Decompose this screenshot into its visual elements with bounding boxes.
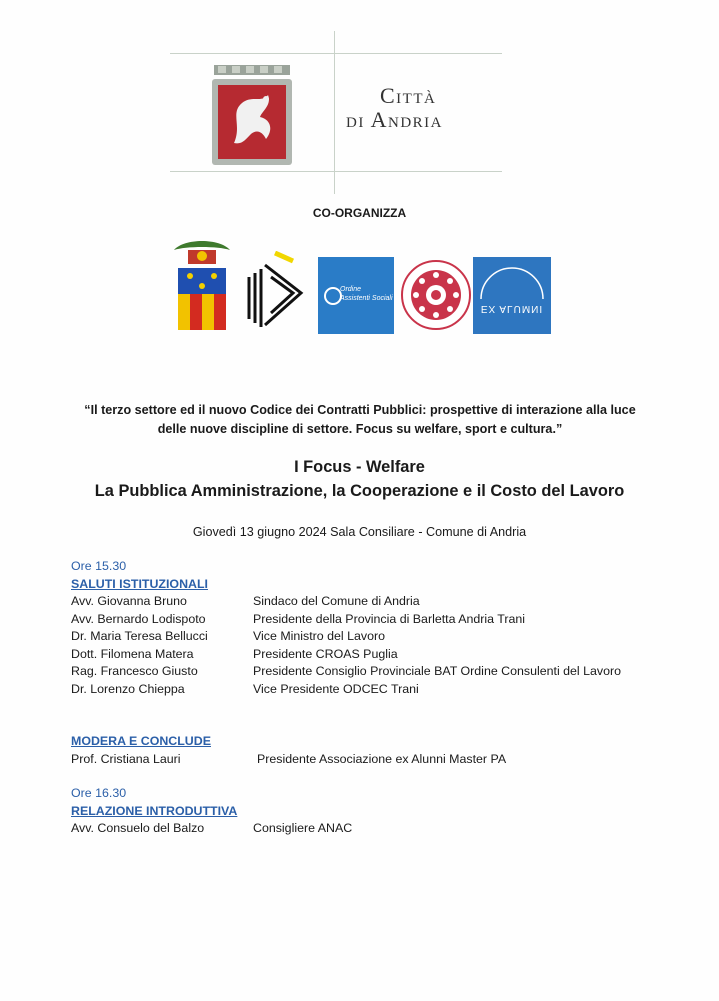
speaker-row (71, 751, 506, 769)
header-rule-top (170, 53, 502, 54)
provincia-bat-emblem-icon (168, 240, 236, 332)
speaker-name: Avv. Consuelo del Balzo (71, 821, 205, 835)
city-title-line1: Città (380, 83, 437, 108)
speaker-role: Vice Presidente ODCEC Trani (253, 681, 419, 696)
speaker-row (71, 681, 621, 699)
time-2: Ore 16.30 (71, 786, 127, 800)
focus-subtitle: La Pubblica Amministrazione, la Cooperazione e il Costo del Lavoro (94, 482, 625, 500)
speaker-row (71, 611, 621, 629)
section-relazione: RELAZIONE INTRODUTTIVA (71, 803, 238, 818)
speaker-role: Consigliere ANAC (253, 821, 353, 835)
speaker-name: Dr. Maria Teresa Bellucci (71, 629, 208, 643)
speaker-row (71, 646, 621, 664)
event-quote-line1: “Il terzo settore ed il nuovo Codice dei Contratti Pubblici: prospettive di interazione alla luce (84, 403, 636, 417)
speaker-row (71, 820, 352, 838)
city-title (346, 84, 496, 132)
speaker-role: Presidente Associazione ex Alunni Master PA (257, 751, 507, 766)
speaker-name: Dott. Filomena Matera (71, 646, 194, 661)
speaker-name: Rag. Francesco Giusto (71, 664, 198, 678)
speaker-role: Vice Ministro del Lavoro (253, 629, 386, 643)
speaker-role: Presidente CROAS Puglia (253, 646, 398, 661)
header-rule-bottom (170, 171, 502, 172)
header-divider (334, 31, 335, 194)
alumni-arc-icon (477, 261, 547, 301)
focus-title: I Focus - Welfare (294, 458, 425, 476)
triangle-lines-logo-icon (243, 251, 309, 331)
program-block-1 (71, 558, 621, 698)
coorganizza-label: CO-ORGANIZZA (312, 206, 407, 220)
program-block-2 (71, 733, 506, 768)
odcec-trani-seal-icon (400, 257, 472, 334)
section-saluti: SALUTI ISTITUZIONALI (71, 576, 208, 591)
speaker-role: Presidente della Provincia di Barletta Andria Trani (253, 611, 526, 626)
program-block-3 (71, 785, 352, 838)
time-1: Ore 15.30 (71, 559, 127, 573)
speaker-name: Prof. Cristiana Lauri (71, 751, 181, 766)
oas-line2: Assistenti Sociali (340, 295, 393, 302)
speaker-name: Avv. Giovanna Bruno (71, 594, 187, 608)
city-title-line2: di Andria (346, 107, 443, 132)
speaker-name: Avv. Bernardo Lodispoto (71, 611, 206, 626)
speaker-row (71, 628, 621, 646)
speaker-role: Sindaco del Comune di Andria (253, 594, 420, 608)
speaker-name: Dr. Lorenzo Chieppa (71, 681, 185, 696)
date-place: Giovedì 13 giugno 2024 Sala Consiliare - Comune di Andria (192, 525, 527, 539)
event-quote-line2: delle nuove discipline di settore. Focus su welfare, sport e cultura.” (157, 422, 563, 436)
oas-line1: Ordine (340, 286, 362, 293)
alumni-text: EX ALUMNI (480, 303, 544, 314)
ordine-assistenti-sociali-logo (318, 257, 394, 334)
event-quote (60, 401, 660, 439)
focus-heading (0, 455, 719, 503)
andria-crest-icon (212, 65, 292, 165)
section-modera: MODERA E CONCLUDE (71, 734, 211, 748)
speaker-role: Presidente Consiglio Provinciale BAT Ordine Consulenti del Lavoro (253, 664, 622, 678)
speaker-row (71, 663, 621, 681)
speaker-row (71, 593, 621, 611)
ex-alumni-logo (473, 257, 551, 334)
